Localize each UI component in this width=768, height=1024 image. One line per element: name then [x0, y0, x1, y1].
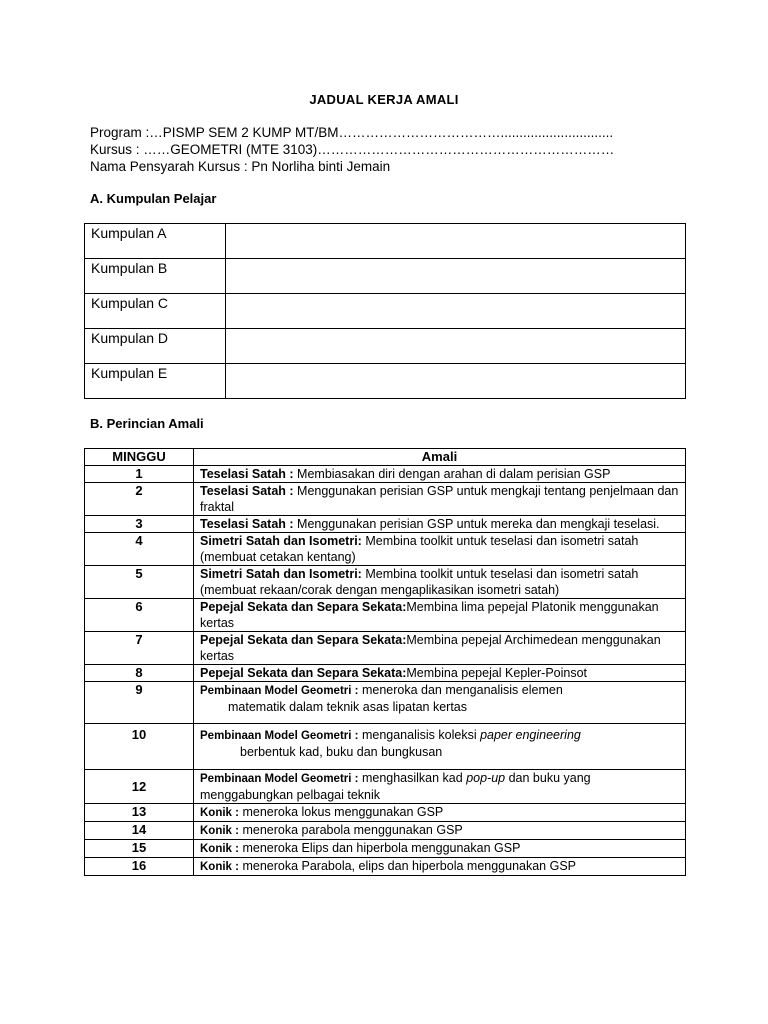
activity-title: Teselasi Satah :	[200, 467, 294, 481]
table-row	[85, 259, 686, 294]
activity-title: Pembinaan Model Geometri :	[200, 773, 359, 785]
table-row	[85, 822, 686, 840]
activity-desc: Membina toolkit untuk teselasi dan isometri satah (membuat rekaan/corak dengan mengaplikasikan isometri satah)	[200, 567, 639, 597]
activity-desc-italic: pop-up	[466, 771, 506, 785]
week-number: 13	[85, 804, 194, 822]
activity-desc: meneroka lokus menggunakan GSP	[238, 805, 444, 819]
activity-desc: meneroka Elips dan hiperbola menggunakan GSP	[238, 841, 521, 855]
week-number: 1	[85, 466, 194, 483]
table-row	[85, 724, 686, 770]
week-number: 8	[85, 665, 194, 682]
week-number: 6	[85, 599, 194, 632]
activity-desc: Menggunakan perisian GSP untuk mengkaji tentang penjelmaan dan fraktal	[200, 484, 679, 514]
group-members-cell[interactable]	[226, 364, 686, 399]
activity-title: Pepejal Sekata dan Separa Sekata:	[200, 666, 407, 680]
activity-cell	[194, 804, 686, 822]
activity-cell	[194, 665, 686, 682]
activity-desc: Membina pepejal Kepler-Poinsot	[406, 666, 588, 680]
week-number: 10	[85, 724, 194, 770]
activity-cell	[194, 770, 686, 804]
activity-title: Konik :	[200, 807, 239, 819]
activity-cell	[194, 483, 686, 516]
week-number: 14	[85, 822, 194, 840]
week-number: 12	[85, 770, 194, 804]
header-amali: Amali	[194, 449, 686, 466]
week-number: 16	[85, 858, 194, 876]
activity-desc-after: dan buku yang menggabungkan pelbagai teknik	[200, 771, 591, 802]
activity-desc: Membina lima pepejal Platonik menggunakan kertas	[200, 600, 659, 630]
group-members-cell[interactable]	[226, 224, 686, 259]
activity-desc: Membina pepejal Archimedean menggunakan kertas	[200, 633, 661, 663]
week-number: 9	[85, 682, 194, 724]
activity-title: Pembinaan Model Geometri :	[200, 685, 359, 697]
group-members-cell[interactable]	[226, 259, 686, 294]
activity-desc: meneroka dan menganalisis elemen	[358, 683, 563, 697]
activity-cell	[194, 682, 686, 724]
activity-desc: Membiasakan diri dengan arahan di dalam perisian GSP	[293, 467, 611, 481]
kursus-line: Kursus : ……GEOMETRI (MTE 3103)…………………………………………………………	[90, 142, 615, 157]
activity-desc: Membina toolkit untuk teselasi dan isometri satah (membuat cetakan kentang)	[200, 534, 639, 564]
table-row	[85, 329, 686, 364]
table-row	[85, 682, 686, 724]
table-row	[85, 533, 686, 566]
activity-desc-italic: paper engineering	[480, 728, 581, 742]
group-label: Kumpulan D	[85, 329, 226, 364]
table-row	[85, 770, 686, 804]
activity-title: Konik :	[200, 843, 239, 855]
table-row	[85, 294, 686, 329]
groups-table	[84, 223, 686, 399]
activity-desc-line2: matematik dalam teknik asas lipatan kertas	[228, 700, 467, 714]
activity-title: Pepejal Sekata dan Separa Sekata:	[200, 633, 407, 647]
table-row	[85, 364, 686, 399]
activity-desc: menganalisis koleksi	[358, 728, 481, 742]
table-row	[85, 858, 686, 876]
table-row	[85, 466, 686, 483]
group-label: Kumpulan B	[85, 259, 226, 294]
table-row	[85, 224, 686, 259]
document-title: JADUAL KERJA AMALI	[309, 92, 459, 107]
table-row	[85, 483, 686, 516]
group-members-cell[interactable]	[226, 294, 686, 329]
week-number: 7	[85, 632, 194, 665]
activity-title: Konik :	[200, 825, 239, 837]
activity-title: Simetri Satah dan Isometri:	[200, 567, 362, 581]
table-row	[85, 840, 686, 858]
table-row	[85, 804, 686, 822]
activity-cell	[194, 632, 686, 665]
activity-cell	[194, 566, 686, 599]
header-minggu: MINGGU	[85, 449, 194, 466]
activity-title: Teselasi Satah :	[200, 517, 294, 531]
activity-title: Pembinaan Model Geometri :	[200, 730, 359, 742]
activity-desc: meneroka parabola menggunakan GSP	[238, 823, 463, 837]
table-row	[85, 632, 686, 665]
course-info	[90, 124, 614, 175]
activity-desc-line2: berbentuk kad, buku dan bungkusan	[240, 745, 443, 759]
activity-title: Konik :	[200, 861, 239, 873]
activity-cell	[194, 599, 686, 632]
table-row	[85, 599, 686, 632]
group-members-cell[interactable]	[226, 329, 686, 364]
week-number: 5	[85, 566, 194, 599]
week-number: 3	[85, 516, 194, 533]
group-label: Kumpulan C	[85, 294, 226, 329]
week-number: 15	[85, 840, 194, 858]
activity-title: Pepejal Sekata dan Separa Sekata:	[200, 600, 407, 614]
activity-cell	[194, 822, 686, 840]
activity-cell	[194, 516, 686, 533]
section-a-heading: A. Kumpulan Pelajar	[90, 191, 217, 206]
activity-desc: menghasilkan kad	[358, 771, 467, 785]
activity-title: Teselasi Satah :	[200, 484, 294, 498]
table-row	[85, 566, 686, 599]
group-label: Kumpulan E	[85, 364, 226, 399]
table-header-row	[85, 449, 686, 466]
activity-cell	[194, 466, 686, 483]
table-row	[85, 516, 686, 533]
activity-desc: Menggunakan perisian GSP untuk mereka dan mengkaji teselasi.	[293, 517, 660, 531]
activity-cell	[194, 840, 686, 858]
activity-title: Simetri Satah dan Isometri:	[200, 534, 362, 548]
week-number: 4	[85, 533, 194, 566]
activity-cell	[194, 533, 686, 566]
activity-cell	[194, 858, 686, 876]
lecturer-line: Nama Pensyarah Kursus : Pn Norliha binti Jemain	[90, 159, 391, 174]
practical-schedule-table	[84, 448, 686, 876]
group-label: Kumpulan A	[85, 224, 226, 259]
activity-cell	[194, 724, 686, 770]
table-row	[85, 665, 686, 682]
week-number: 2	[85, 483, 194, 516]
activity-desc: meneroka Parabola, elips dan hiperbola menggunakan GSP	[238, 859, 577, 873]
section-b-heading: B. Perincian Amali	[90, 416, 204, 431]
program-line: Program :…PISMP SEM 2 KUMP MT/BM………………………………..............................	[90, 125, 614, 140]
